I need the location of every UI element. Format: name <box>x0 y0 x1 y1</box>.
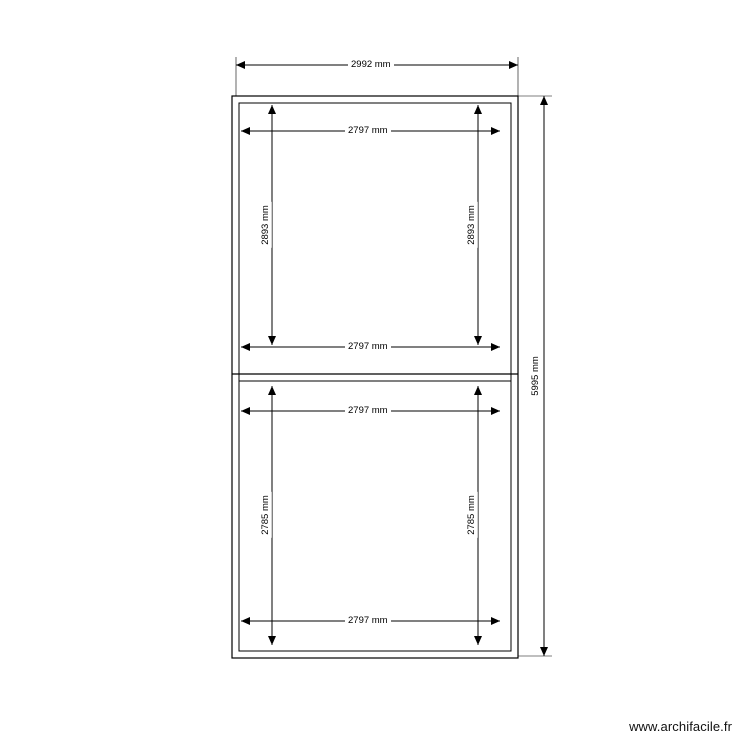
label-lower-right-height: 2785 mm <box>466 492 478 538</box>
label-upper-bottom-width: 2797 mm <box>345 341 391 353</box>
label-overall-height: 5995 mm <box>530 353 542 399</box>
label-upper-left-height: 2893 mm <box>260 202 272 248</box>
label-lower-bottom-width: 2797 mm <box>345 615 391 627</box>
label-upper-top-width: 2797 mm <box>345 125 391 137</box>
dimension-lower-room <box>241 386 500 645</box>
building-outline <box>232 96 518 658</box>
watermark-archifacile: www.archifacile.fr <box>629 719 732 734</box>
label-lower-top-width: 2797 mm <box>345 405 391 417</box>
dimension-upper-room <box>241 105 500 347</box>
label-lower-left-height: 2785 mm <box>260 492 272 538</box>
label-overall-width: 2992 mm <box>348 59 394 71</box>
label-upper-right-height: 2893 mm <box>466 202 478 248</box>
